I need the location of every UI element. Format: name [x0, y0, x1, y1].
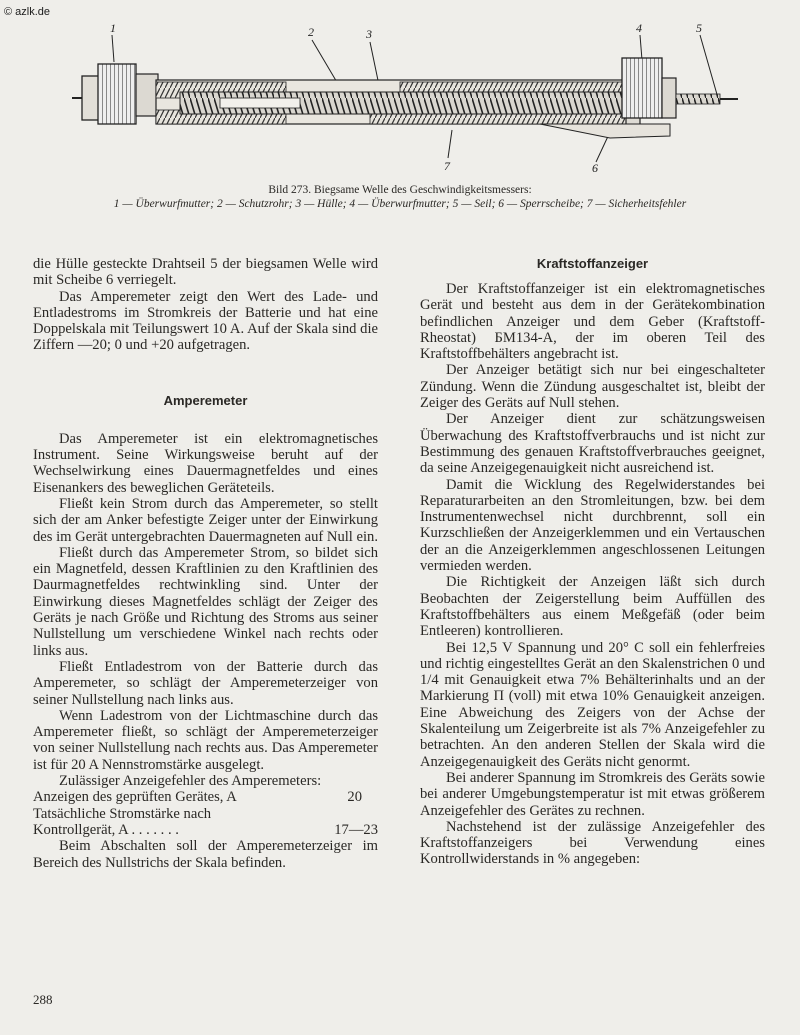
- spec-label: Kontrollgerät, A . . . . . . .: [33, 821, 179, 838]
- figure-caption: [30, 183, 770, 211]
- spec-value: 20: [347, 789, 362, 806]
- label-7: 7: [444, 159, 450, 173]
- paragraph: Bei 12,5 V Spannung und 20° C soll ein fehlerfreies und richtig eingestelltes Gerät an den Skalenstrichen 0 und 1/4 mit Genauigkeit etwa 7% Behälterinhalts und an der Markierung П (voll) mit etwa 10% Genauigkeit anzeigen. Eine Abweichung des Zeigers von der Achse der Skalenteilung um Zeigerbreite ist als 7% Anzeigefehler zu betrachten. An den anderen Stellen der Skala wird die Anzeigegenauigkeit des Geräts nicht genormt.: [420, 639, 765, 770]
- right-column: [420, 256, 765, 868]
- spec-label: Tatsächliche Stromstärke nach: [33, 805, 212, 822]
- paragraph: Die Richtigkeit der Anzeigen läßt sich durch Beobachten der Zeigerstellung beim Auffüllen des Kraftstoffbehälters aus einem Meßgefäß (oder beim Entleeren) kontrollieren.: [420, 574, 765, 640]
- paragraph: Wenn Ladestrom von der Lichtmaschine durch das Amperemeter fließt, so schlägt der Amperemeterzeiger von seiner Nullstellung nach rechts aus. Das Amperemeter ist für 20 A Nennstromstärke ausgelegt.: [33, 707, 378, 773]
- paragraph: Bei anderer Spannung im Stromkreis des Geräts sowie bei anderer Umgebungstemperatur ist mit etwas größerem Anzeigefehler des Gerätes zu rechnen.: [420, 769, 765, 819]
- paragraph: Damit die Wicklung des Regelwiderstandes bei Reparaturarbeiten an den Stromleitungen, bzw. bei dem Instrumentenwechsel nicht durchbrennt, soll ein Kurzschließen der Anzeigerklemmen und ein Vertauschen der an die Anzeigerklemmen angeschlossenen Leitungen vermieden werden.: [420, 476, 765, 575]
- paragraph: Beim Abschalten soll der Amperemeterzeiger im Bereich des Nullstrichs der Skala befinden.: [33, 838, 378, 871]
- section-heading-kraftstoffanzeiger: Kraftstoffanzeiger: [536, 256, 649, 271]
- paragraph: Zulässiger Anzeigefehler des Amperemeters:: [59, 773, 322, 790]
- paragraph: Fließt Entladestrom von der Batterie durch das Amperemeter, so schlägt der Amperemeterzeiger von seiner Nullstellung nach links aus.: [33, 658, 378, 708]
- paragraph: Das Amperemeter ist ein elektromagnetisches Instrument. Seine Wirkungsweise beruht auf der Wechselwirkung eines Dauermagnetfeldes und eines Eisenankers des beweglichen Geräteteils.: [33, 430, 378, 496]
- paragraph: Fließt durch das Amperemeter Strom, so bildet sich ein Magnetfeld, dessen Kraftlinien zu den Kraftlinien des Daurmagnetfeldes rechtwinkling sind. Unter der Einwirkung dieses Magnetfeldes schlägt der Zeiger des Geräts je nach Größe und Richtung des Stroms aus seiner Nullstellung um verschiedene Winkel nach rechts oder links aus.: [33, 544, 378, 659]
- flexible-shaft-drawing: [70, 18, 750, 183]
- paragraph: Nachstehend ist der zulässige Anzeigefehler des Kraftstoffanzeigers bei Verwendung eines Kontrollwiderstands in % angegeben:: [420, 818, 765, 868]
- paragraph: Der Anzeiger betätigt sich nur bei eingeschalteter Zündung. Wenn die Zündung ausgeschaltet ist, bleibt der Zeiger des Geräts auf Null stehen.: [420, 362, 765, 412]
- paragraph: Das Amperemeter zeigt den Wert des Lade- und Entladestroms im Stromkreis der Batterie und hat eine Doppelskala mit Teilungswert 10 A. Auf der Skala sind die Ziffern —20; 0 und +20 aufgetragen.: [33, 288, 378, 354]
- label-2: 2: [308, 25, 314, 39]
- label-3: 3: [366, 27, 372, 41]
- spec-label: Anzeigen des geprüften Gerätes, A: [33, 789, 237, 806]
- paragraph: Der Anzeiger dient zur schätzungsweisen Überwachung des Kraftstoffverbrauchs und ist nicht zur Bestimmung des genauen Kraftstoffverbrauches geeignet, da seine Anzeigegenauigkeit nicht ausreichend ist.: [420, 411, 765, 477]
- watermark: © azlk.de: [4, 6, 51, 18]
- flexible-shaft-figure: [70, 18, 750, 183]
- paragraph: Fließt kein Strom durch das Amperemeter, so stellt sich der am Anker befestigte Zeiger unter der Einwirkung des im Gerät untergebrachten Dauermagneten auf Null ein.: [33, 495, 378, 545]
- paragraph: die Hülle gesteckte Drahtseil 5 der biegsamen Welle wird mit Scheibe 6 verriegelt.: [33, 256, 378, 289]
- label-6: 6: [592, 161, 598, 175]
- caption-title: Bild 273. Biegsame Welle des Geschwindigkeitsmessers:: [268, 184, 532, 196]
- label-1: 1: [110, 21, 116, 35]
- spec-value: 17—23: [334, 821, 378, 838]
- spec-row: [33, 822, 378, 838]
- caption-body: 1 — Überwurfmutter; 2 — Schutzrohr; 3 — Hülle; 4 — Überwurfmutter; 5 — Seil; 6 — Sperrscheibe; 7 — Sicherheitsfehler: [113, 198, 687, 210]
- page-number: 288: [33, 992, 53, 1007]
- label-5: 5: [696, 21, 702, 35]
- label-4: 4: [636, 21, 642, 35]
- section-heading-amperemeter: Amperemeter: [163, 392, 248, 408]
- paragraph: Der Kraftstoffanzeiger ist ein elektromagnetisches Gerät und besteht aus dem in der Gerätekombination befindlichen Anzeiger und dem Geber (Kraftstoff-Rheostat) БМ134-A, der im oberen Teil des Kraftstoffbehälters angebracht ist.: [420, 281, 765, 363]
- left-column: [33, 256, 378, 871]
- spec-row: [33, 789, 378, 805]
